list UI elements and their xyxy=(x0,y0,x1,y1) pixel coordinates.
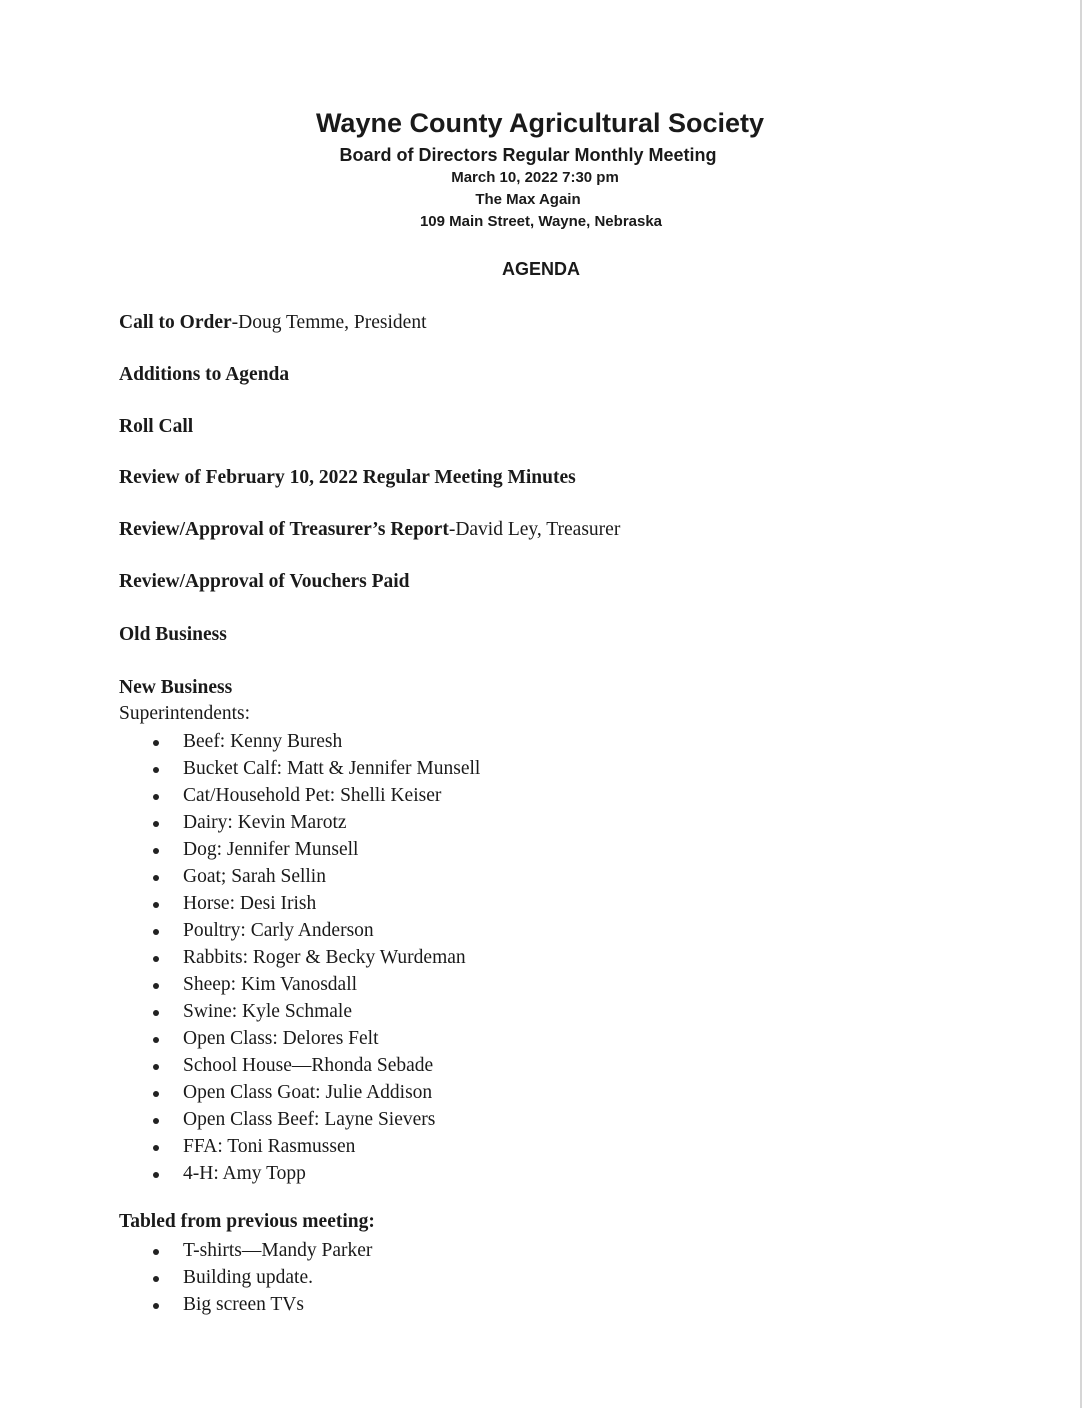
bullet-icon xyxy=(153,1303,159,1309)
superintendent-item-text: Swine: Kyle Schmale xyxy=(183,1001,352,1022)
item-roll-call-title: Roll Call xyxy=(119,416,194,437)
superintendent-item xyxy=(150,1052,480,1079)
superintendent-item-text: Sheep: Kim Vanosdall xyxy=(183,974,358,995)
superintendent-item-text: Dog: Jennifer Munsell xyxy=(183,839,359,860)
superintendent-item xyxy=(150,1079,480,1106)
bullet-icon xyxy=(153,983,159,989)
meeting-subtitle: Board of Directors Regular Monthly Meeting xyxy=(339,145,717,165)
bullet-icon xyxy=(153,848,159,854)
item-tabled xyxy=(119,1211,375,1233)
item-vouchers-title: Review/Approval of Vouchers Paid xyxy=(119,571,410,592)
superintendent-item xyxy=(150,1025,480,1052)
bullet-icon xyxy=(153,1064,159,1070)
superintendent-item-text: Bucket Calf: Matt & Jennifer Munsell xyxy=(183,758,481,779)
superintendent-item-text: Goat; Sarah Sellin xyxy=(183,866,326,887)
superintendent-item-text: FFA: Toni Rasmussen xyxy=(183,1136,356,1157)
bullet-icon xyxy=(153,767,159,773)
bullet-icon xyxy=(153,1091,159,1097)
item-tabled-title: Tabled from previous meeting: xyxy=(119,1211,375,1232)
superintendent-item-text: Horse: Desi Irish xyxy=(183,893,317,914)
superintendent-item-text: Rabbits: Roger & Becky Wurdeman xyxy=(183,947,466,968)
superintendent-item xyxy=(150,728,480,755)
agenda-heading: AGENDA xyxy=(501,259,580,279)
superintendent-item-text: Open Class Goat: Julie Addison xyxy=(183,1082,433,1103)
bullet-icon xyxy=(153,1145,159,1151)
item-review-minutes xyxy=(119,467,576,489)
tabled-list xyxy=(150,1237,372,1318)
superintendent-item xyxy=(150,755,480,782)
superintendent-item-text: 4-H: Amy Topp xyxy=(183,1163,306,1184)
superintendent-item-text: Open Class Beef: Layne Sievers xyxy=(183,1109,436,1130)
item-roll-call xyxy=(119,416,193,438)
superintendent-item xyxy=(150,1133,480,1160)
superintendent-item xyxy=(150,782,480,809)
superintendent-item xyxy=(150,809,480,836)
item-treasurer-report xyxy=(119,519,620,541)
item-new-business xyxy=(119,677,232,699)
bullet-icon xyxy=(153,821,159,827)
superintendent-item-text: Poultry: Carly Anderson xyxy=(183,920,374,941)
tabled-item xyxy=(150,1291,372,1318)
item-additions-to-agenda xyxy=(119,364,289,386)
bullet-icon xyxy=(153,1010,159,1016)
superintendent-item xyxy=(150,1106,480,1133)
meeting-venue: The Max Again xyxy=(475,191,581,208)
meeting-datetime: March 10, 2022 7:30 pm xyxy=(451,169,619,186)
bullet-icon xyxy=(153,1249,159,1255)
superintendent-item-text: Dairy: Kevin Marotz xyxy=(183,812,347,833)
bullet-icon xyxy=(153,1276,159,1282)
superintendent-item-text: Beef: Kenny Buresh xyxy=(183,731,343,752)
item-call-to-order-title: Call to Order xyxy=(119,312,232,333)
item-treasurer-detail: -David Ley, Treasurer xyxy=(448,519,621,540)
bullet-icon xyxy=(153,956,159,962)
bullet-icon xyxy=(153,929,159,935)
item-old-business xyxy=(119,624,227,646)
superintendents-label: Superintendents: xyxy=(119,703,251,724)
bullet-icon xyxy=(153,1172,159,1178)
superintendent-item-text: Open Class: Delores Felt xyxy=(183,1028,379,1049)
item-old-business-title: Old Business xyxy=(119,624,227,645)
superintendent-item xyxy=(150,836,480,863)
superintendent-item xyxy=(150,917,480,944)
item-new-business-title: New Business xyxy=(119,677,233,698)
document-title: Wayne County Agricultural Society xyxy=(315,108,765,138)
superintendent-item xyxy=(150,971,480,998)
superintendent-item-text: Cat/Household Pet: Shelli Keiser xyxy=(183,785,442,806)
tabled-item xyxy=(150,1237,372,1264)
item-vouchers-paid xyxy=(119,571,410,593)
bullet-icon xyxy=(153,740,159,746)
item-additions-title: Additions to Agenda xyxy=(119,364,290,385)
superintendent-item xyxy=(150,890,480,917)
bullet-icon xyxy=(153,1037,159,1043)
meeting-address: 109 Main Street, Wayne, Nebraska xyxy=(419,213,663,230)
bullet-icon xyxy=(153,875,159,881)
bullet-icon xyxy=(153,902,159,908)
item-call-to-order xyxy=(119,312,427,334)
tabled-item-text: Big screen TVs xyxy=(183,1294,304,1315)
superintendent-item-text: School House—Rhonda Sebade xyxy=(183,1055,434,1076)
item-call-to-order-detail: -Doug Temme, President xyxy=(231,312,427,333)
superintendent-list xyxy=(150,728,480,1187)
item-treasurer-title: Review/Approval of Treasurer’s Report xyxy=(119,519,449,540)
superintendent-item xyxy=(150,998,480,1025)
tabled-item-text: T-shirts—Mandy Parker xyxy=(183,1240,373,1261)
superintendent-item xyxy=(150,863,480,890)
bullet-icon xyxy=(153,794,159,800)
bullet-icon xyxy=(153,1118,159,1124)
page-edge-divider xyxy=(1080,0,1082,1408)
superintendent-item xyxy=(150,1160,480,1187)
tabled-item-text: Building update. xyxy=(183,1267,313,1288)
item-review-minutes-title: Review of February 10, 2022 Regular Meeting Minutes xyxy=(119,467,576,488)
superintendent-item xyxy=(150,944,480,971)
tabled-item xyxy=(150,1264,372,1291)
